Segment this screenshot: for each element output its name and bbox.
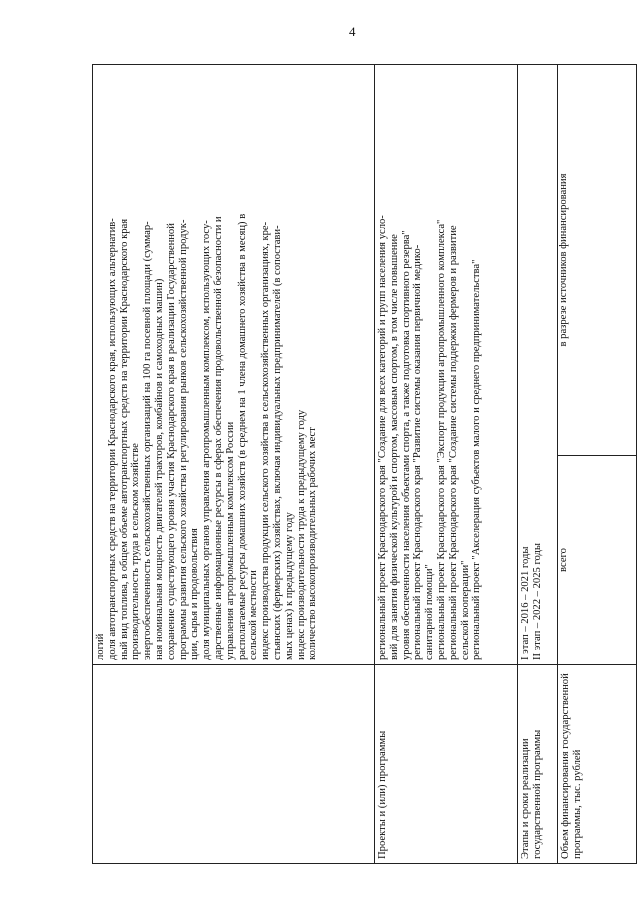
text-line: региональный проект Краснодарского края "Создание для всех категорий и групп населения усло- [377, 215, 388, 660]
text-line: региональный проект Краснодарского края "Экспорт продукции агропромышленного комплекса" [435, 219, 447, 660]
text-line: индекс производительности труда к предыдущему году [295, 409, 307, 660]
text-line: региональный проект Краснодарского края "Создание системы поддержки фермеров и развитие [447, 225, 459, 660]
text-line: энергообеспеченность сельскохозяйственных организаций на 100 га посевной площади (суммар- [142, 221, 154, 660]
lines-projects [377, 69, 483, 660]
text-line: сельской кооперации" [459, 560, 471, 660]
text-line: мых ценах) к предыдущему году [283, 512, 295, 660]
text-line: ный вид топлива, в общем объеме автотранспортных средств на территории Краснодарского края [118, 218, 130, 660]
text-line: региональный проект "Акселерация субъектов малого и среднего предпринимательства" [471, 259, 483, 660]
table-row-financing [558, 65, 637, 864]
lines-stages [520, 69, 544, 660]
page-number: 4 [349, 24, 356, 39]
row-label-projects: Проекты и (или) программы [375, 665, 518, 864]
text-line: управления агропромышленным комплексом России [224, 421, 236, 660]
text-line: располагаемые ресурсы домашних хозяйств (в среднем на 1 члена домашнего хозяйства в месяц) в [236, 213, 248, 660]
text-line: сельской местности [248, 570, 260, 660]
text-line: уровня обеспеченности населения объектами спорта, а также подготовка спортивного резерва" [400, 230, 412, 660]
lines-indicators [95, 69, 319, 660]
table-row-indicators [93, 65, 375, 864]
row-label-stages: Этапы и сроки реализации государственной программы [518, 665, 558, 864]
text-line: производительность труда в сельском хозяйстве [130, 443, 142, 660]
text-line: вий для занятия физической культурой и спортом, массовым спортом, в том числе повышение [388, 234, 400, 660]
text-line: стьянских (фермерских) хозяйствах, включая индивидуальных предпринимателей (в сопостави- [271, 225, 283, 660]
rotated-table-container [92, 64, 636, 864]
text-line: региональный проект Краснодарского края "Развитие системы оказания первичной медико- [412, 244, 424, 660]
table-row-stages [518, 65, 558, 864]
financing-total-label: всего [558, 456, 636, 665]
text-line: дарственные информационные ресурсы в сферах обеспечения продовольственной безопасности и [212, 216, 224, 660]
text-line: индекс производства продукции сельского хозяйства в сельскохозяйственных организациях, кре- [260, 221, 272, 660]
row-content-stages [518, 65, 558, 665]
text-line: доля муниципальных органов управления агропромышленным комплексом, использующих госу- [201, 220, 213, 660]
row-label-indicators [93, 665, 375, 864]
text-line: логий [95, 633, 106, 660]
table-row-projects [375, 65, 518, 864]
text-line: I этап – 2016 – 2021 годы [520, 546, 531, 660]
text-line: ции, сырья и продовольствия [189, 528, 201, 660]
row-content-projects [375, 65, 518, 665]
text-line: программы развития сельского хозяйства и регулирования рынков сельскохозяйственной продук- [177, 219, 189, 660]
row-label-financing: Объем финансирования государственной программы, тыс. рублей [558, 665, 637, 864]
text-line: ная номинальная мощность двигателей тракторов, комбайнов и самоходных машин) [153, 278, 165, 660]
text-line: количество высокопроизводительных рабочих мест [307, 427, 319, 660]
text-line: сохранение существующего уровня участия Краснодарского края в реализации Государственной [165, 223, 177, 660]
passport-table [92, 64, 637, 864]
text-line: санитарной помощи" [424, 564, 436, 660]
financing-subtable [558, 65, 636, 664]
text-line: II этап – 2022 – 2025 годы [531, 542, 543, 660]
row-content-indicators [93, 65, 375, 665]
financing-sources-label: в разрезе источников финансирования [558, 173, 569, 347]
text-line: доля автотранспортных средств на территории Краснодарского края, использующих альтернатив- [106, 218, 118, 660]
financing-cell [558, 65, 637, 665]
